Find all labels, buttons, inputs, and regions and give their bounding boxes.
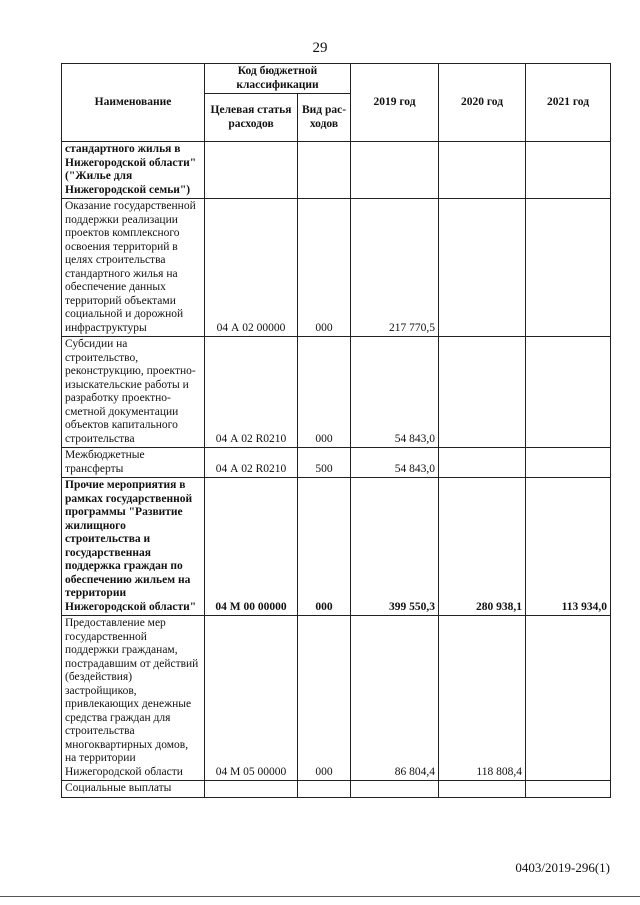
row-expense-type — [298, 142, 351, 199]
row-value-2021 — [526, 616, 611, 781]
row-name: Межбюджетные трансферты — [62, 448, 205, 478]
row-expense-type: 500 — [298, 448, 351, 478]
row-name: Субсидии на строительство, реконструкцию, проектно-изыскательские работы и разработку проектно-сметной документации объектов капитального строительства — [62, 337, 205, 448]
row-target-article: 04 А 02 00000 — [205, 199, 298, 337]
row-expense-type — [298, 781, 351, 798]
row-expense-type: 000 — [298, 199, 351, 337]
row-expense-type: 000 — [298, 337, 351, 448]
row-value-2021 — [526, 142, 611, 199]
row-name: Предоставление мер государственной поддержки гражданам, пострадавшим от действий (бездействия) застройщиков, привлекающих денежные средства граждан для строительства многоквартирных домов, на территории Нижегородской области — [62, 616, 205, 781]
row-expense-type: 000 — [298, 478, 351, 616]
header-2019: 2019 год — [351, 64, 439, 142]
row-target-article: 04 А 02 R0210 — [205, 448, 298, 478]
row-value-2020 — [439, 781, 526, 798]
row-value-2020 — [439, 142, 526, 199]
row-name: Прочие мероприятия в рамках государственной программы "Развитие жилищного строительства и государственная поддержка граждан по обеспечению жильем на территории Нижегородской области" — [62, 478, 205, 616]
row-value-2019: 54 843,0 — [351, 337, 439, 448]
table-row — [62, 781, 611, 798]
row-value-2021 — [526, 448, 611, 478]
row-value-2021: 113 934,0 — [526, 478, 611, 616]
table-row — [62, 478, 611, 616]
document-code: 0403/2019-296(1) — [515, 860, 610, 875]
row-value-2019 — [351, 781, 439, 798]
row-value-2020 — [439, 448, 526, 478]
row-value-2021 — [526, 337, 611, 448]
row-target-article — [205, 781, 298, 798]
row-value-2020 — [439, 199, 526, 337]
row-target-article: 04 А 02 R0210 — [205, 337, 298, 448]
page-number: 29 — [312, 40, 328, 56]
table-row — [62, 142, 611, 199]
row-name: стандартного жилья в Нижегородской области" ("Жилье для Нижегородской семьи") — [62, 142, 205, 199]
scan-edge-line — [0, 896, 640, 897]
table-row — [62, 337, 611, 448]
header-2020: 2020 год — [439, 64, 526, 142]
header-name: Наименование — [62, 64, 205, 142]
header-expense-type: Вид рас-ходов — [298, 94, 351, 142]
header-2021: 2021 год — [526, 64, 611, 142]
header-budget-code: Код бюджетной классификации — [205, 64, 351, 94]
budget-table — [61, 63, 611, 798]
row-value-2019: 54 843,0 — [351, 448, 439, 478]
row-value-2020: 118 808,4 — [439, 616, 526, 781]
row-value-2019: 399 550,3 — [351, 478, 439, 616]
row-target-article: 04 М 05 00000 — [205, 616, 298, 781]
row-value-2021 — [526, 781, 611, 798]
row-target-article — [205, 142, 298, 199]
row-expense-type: 000 — [298, 616, 351, 781]
table-row — [62, 616, 611, 781]
table-row — [62, 448, 611, 478]
row-name: Оказание государственной поддержки реализации проектов комплексного освоения территорий в целях строительства стандартного жилья на обеспечение данных территорий объектами социальной и дорожной инфраструктуры — [62, 199, 205, 337]
row-target-article: 04 М 00 00000 — [205, 478, 298, 616]
row-value-2019: 217 770,5 — [351, 199, 439, 337]
row-value-2019 — [351, 142, 439, 199]
row-value-2021 — [526, 199, 611, 337]
row-value-2020 — [439, 337, 526, 448]
table-body — [62, 142, 611, 798]
table-row — [62, 199, 611, 337]
row-name: Социальные выплаты — [62, 781, 205, 798]
header-target-article: Целевая статья расходов — [205, 94, 298, 142]
row-value-2020: 280 938,1 — [439, 478, 526, 616]
row-value-2019: 86 804,4 — [351, 616, 439, 781]
